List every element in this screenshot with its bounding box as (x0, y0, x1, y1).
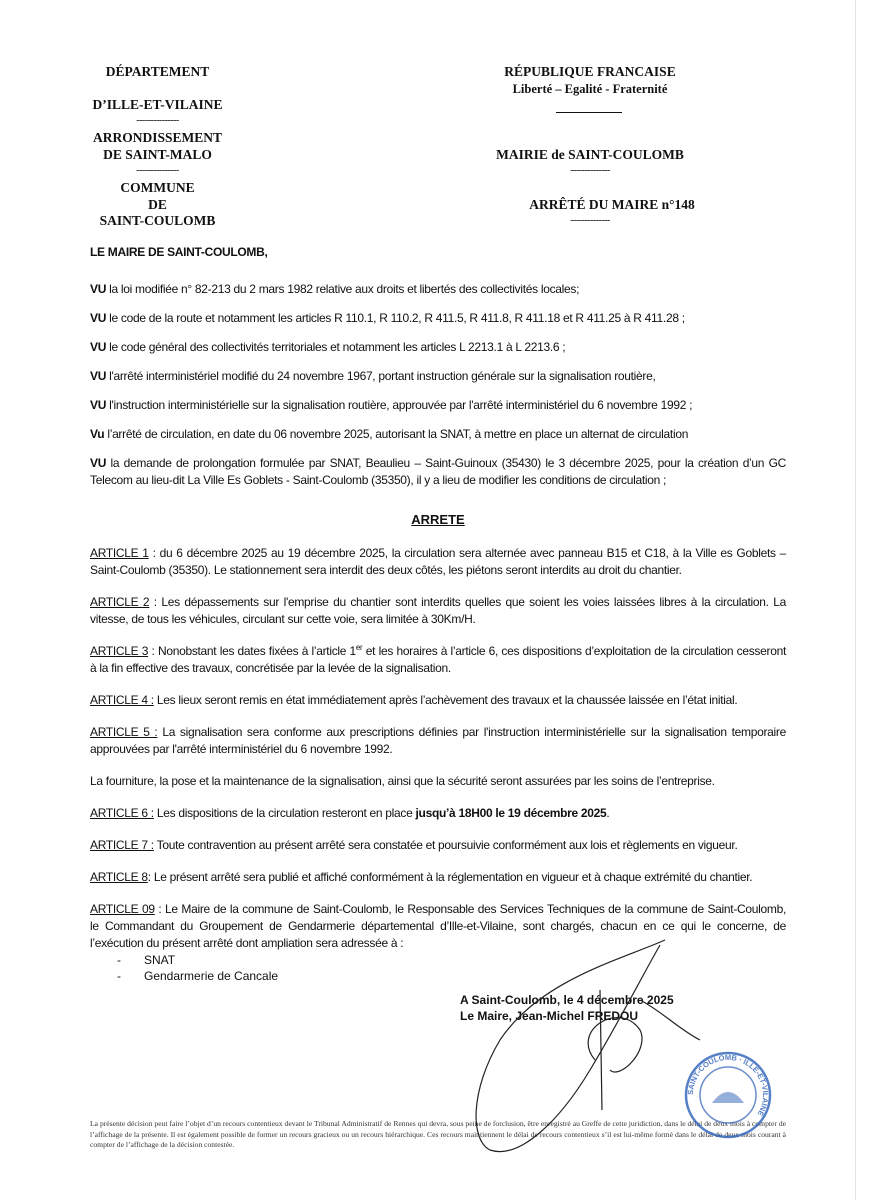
svg-text:SAINT-COULOMB · ILLE-ET-VILAIN: SAINT-COULOMB · ILLE-ET-VILAINE (685, 1052, 771, 1118)
article-6: ARTICLE 6 : Les dispositions de la circulation resteront en place jusqu’à 18H00 le 19 décembre 2025. (90, 806, 610, 820)
recipient-item: - Gendarmerie de Cancale (117, 969, 279, 983)
header-commune: COMMUNE (120, 180, 195, 195)
consideration: Vu l’arrêté de circulation, en date du 06 novembre 2025, autorisant la SNAT, à mettre en place un alternat de circulation (90, 427, 689, 441)
separator: -------------- (570, 215, 610, 226)
separator: --------------- (136, 165, 179, 176)
consideration: VU le code général des collectivités territoriales et notamment les articles L 2213.1 à L 2213.6 ; (90, 340, 566, 354)
separator: --------------- (136, 115, 179, 126)
consideration: VU l'instruction interministérielle sur la signalisation routière, approuvée par l'arrêté interministériel du 6 novembre 1992 ; (90, 398, 693, 412)
article-9: ARTICLE 09 : Le Maire de la commune de Saint-Coulomb, le Responsable des Services Techniques de la commune de Saint-Coulomb, le Commandant du Groupement de Gendarmerie départemental d’Ille-et-Vilaine, sont chargés, chacun en ce qui le concerne, de l’exécution du présent arrêté dont ampliation sera adressée à : (90, 902, 786, 950)
header-commune-name: SAINT-COULOMB (99, 213, 216, 228)
signature-block (460, 992, 786, 1024)
header-mairie: MAIRIE de SAINT-COULOMB (496, 147, 684, 162)
header-arrondissement-name: DE SAINT-MALO (103, 147, 212, 162)
signature-place-date: A Saint-Coulomb, le 4 décembre 2025 (460, 993, 674, 1007)
consideration: VU la loi modifiée n° 82-213 du 2 mars 1982 relative aux droits et libertés des collectivités locales; (90, 282, 580, 296)
header-arrondissement: ARRONDISSEMENT (92, 130, 223, 145)
consideration: VU l'arrêté interministériel modifié du 24 novembre 1967, portant instruction générale sur la signalisation routière, (90, 369, 656, 383)
separator: -------------- (570, 165, 610, 176)
header-department-name: D’ILLE-ET-VILAINE (92, 97, 223, 112)
decision-title: ARRETE (411, 512, 465, 527)
intro: LE MAIRE DE SAINT-COULOMB, (90, 245, 268, 259)
signatory: Le Maire, Jean-Michel FREDOU (460, 1009, 639, 1023)
article-1: ARTICLE 1 : du 6 décembre 2025 au 19 décembre 2025, la circulation sera alternée avec panneau B15 et C18, à la Ville es Goblets – Saint-Coulomb (35350). Le stationnement sera interdit des deux côtés, les piétons seront interdits au droit du chantier. (90, 546, 786, 577)
header-rule (556, 112, 622, 113)
article-2: ARTICLE 2 : Les dépassements sur l'emprise du chantier sont interdits quelles que soient les voies laissées libres à la circulation. La vitesse, de tous les véhicules, circulant sur cette voie, sera limitée à 30Km/H. (90, 595, 786, 626)
legal-notice-footer: La présente décision peut faire l’objet d’un recours contentieux devant le Tribunal Administratif de Rennes qui devra, sous peine de forclusion, être enregistré au Greffe de cette juridiction, dans le délai de deux mois à compter de l’affichage de la présente. Il est également possible de former un recours gracieux ou un recours hiérarchique. Ces recours maintiennent le délai de recours contentieux s’il est lui-même formé dans le délai de deux mois courant à compter de l’affichage de la décision contestée. (90, 1119, 786, 1149)
header-motto: Liberté – Egalité - Fraternité (512, 82, 668, 96)
arrete-number: ARRÊTÉ DU MAIRE n°148 (529, 197, 695, 212)
article-5: ARTICLE 5 : La signalisation sera conforme aux prescriptions définies par l'instruction interministérielle sur la signalisation temporaire approuvées par l'arrêté interministériel du 6 novembre 1992. (90, 725, 786, 756)
page-edge (855, 0, 856, 1200)
consideration: VU le code de la route et notamment les articles R 110.1, R 110.2, R 411.5, R 411.8, R 411.18 et R 411.25 à R 411.28 ; (90, 311, 685, 325)
header-republic: RÉPUBLIQUE FRANCAISE (504, 64, 676, 79)
article-8: ARTICLE 8: Le présent arrêté sera publié et affiché conformément à la réglementation en vigueur et à chaque extrémité du chantier. (90, 870, 753, 884)
header-commune-de: DE (148, 197, 167, 212)
recipient-item: - SNAT (117, 953, 176, 967)
header-department: DÉPARTEMENT (105, 64, 210, 79)
article-3: ARTICLE 3 : Nonobstant les dates fixées à l’article 1er et les horaires à l’article 6, ces dispositions d’exploitation de la circulation cesseront à la fin effective des travaux, concrétisée par la levée de la signalisation. (90, 643, 786, 675)
supply-paragraph: La fourniture, la pose et la maintenance de la signalisation, ainsi que la sécurité seront assurées par les soins de l’entreprise. (90, 774, 715, 788)
article-4: ARTICLE 4 : Les lieux seront remis en état immédiatement après l’achèvement des travaux et la chaussée laissée en l’état initial. (90, 693, 738, 707)
article-7: ARTICLE 7 : Toute contravention au présent arrêté sera constatée et poursuivie conformément aux lois et règlements en vigueur. (90, 838, 738, 852)
consideration: VU la demande de prolongation formulée par SNAT, Beaulieu – Saint-Guinoux (35430) le 3 décembre 2025, pour la création d’un GC Telecom au lieu-dit La Ville Es Goblets - Saint-Coulomb (35350), il y a lieu de modifier les conditions de circulation ; (90, 456, 786, 487)
document-body (90, 244, 786, 1151)
